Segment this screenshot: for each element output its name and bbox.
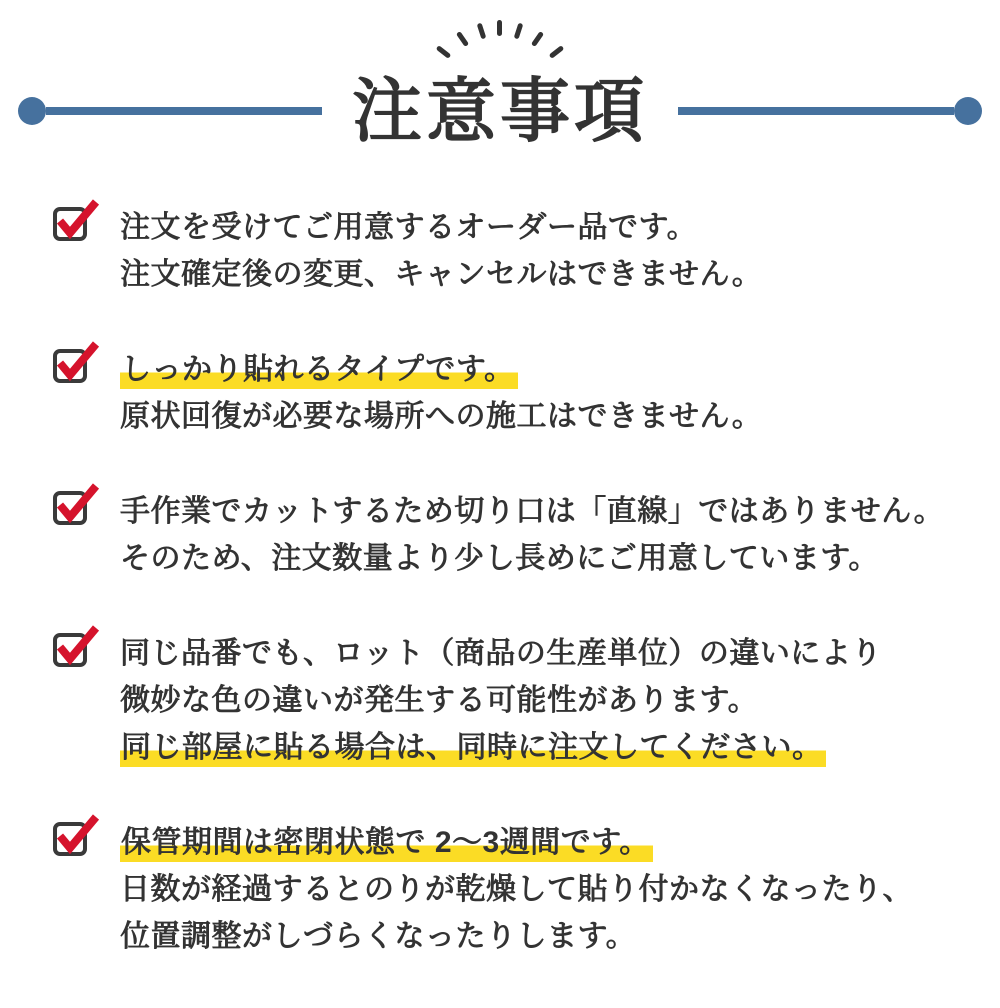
notice-item-text <box>120 819 913 960</box>
notice-line: 位置調整がしづらくなったりします。 <box>120 920 637 953</box>
burst-dash <box>549 45 565 59</box>
notice-line <box>120 819 913 866</box>
divider-dot-icon <box>954 97 982 125</box>
notice-line: 原状回復が必要な場所への施工はできません。 <box>120 400 763 433</box>
title-row <box>18 72 982 150</box>
emphasis-burst-icon <box>441 20 559 66</box>
notice-item <box>53 488 980 582</box>
notice-line <box>120 346 762 393</box>
burst-dash <box>456 31 469 47</box>
notice-item <box>53 204 980 298</box>
burst-dash <box>497 20 502 36</box>
checkbox-checked-icon <box>53 822 87 856</box>
title-divider-right <box>678 97 982 125</box>
checkbox-checked-icon <box>53 349 87 383</box>
notice-item <box>53 346 980 440</box>
notice-line: 手作業でカットするため切り口は「直線」ではありません。 <box>120 495 945 528</box>
notice-line: 注文確定後の変更、キャンセルはできません。 <box>120 258 763 291</box>
notice-item-text <box>120 346 762 440</box>
notice-line: 同じ品番でも、ロット（商品の生産単位）の違いにより <box>120 637 882 670</box>
highlighted-text: しっかり貼れるタイプです。 <box>120 353 518 389</box>
checkbox-checked-icon <box>53 207 87 241</box>
notice-line: 注文を受けてご用意するオーダー品です。 <box>120 211 698 244</box>
notice-item-text <box>120 630 882 771</box>
notice-line: そのため、注文数量より少し長めにご用意しています。 <box>120 542 879 575</box>
notice-item <box>53 819 980 960</box>
divider-line <box>46 107 322 115</box>
highlighted-text: 同じ部屋に貼る場合は、同時に注文してください。 <box>120 731 826 767</box>
notice-item-text <box>120 204 762 298</box>
burst-dash <box>436 45 452 59</box>
burst-dash <box>477 23 487 40</box>
notice-item <box>53 630 980 771</box>
divider-line <box>678 107 954 115</box>
page-title: 注意事項 <box>352 72 648 150</box>
title-divider-left <box>18 97 322 125</box>
burst-dash <box>531 31 544 47</box>
notice-line: 日数が経過するとのりが乾燥して貼り付かなくなったり、 <box>120 873 913 906</box>
highlighted-text: 保管期間は密閉状態で 2〜3週間です。 <box>120 826 653 862</box>
notice-list <box>53 204 980 1008</box>
notice-item-text <box>120 488 944 582</box>
checkbox-checked-icon <box>53 491 87 525</box>
notice-line <box>120 724 882 771</box>
divider-dot-icon <box>18 97 46 125</box>
notice-line: 微妙な色の違いが発生する可能性があります。 <box>120 684 759 717</box>
burst-dash <box>514 23 524 40</box>
checkbox-checked-icon <box>53 633 87 667</box>
